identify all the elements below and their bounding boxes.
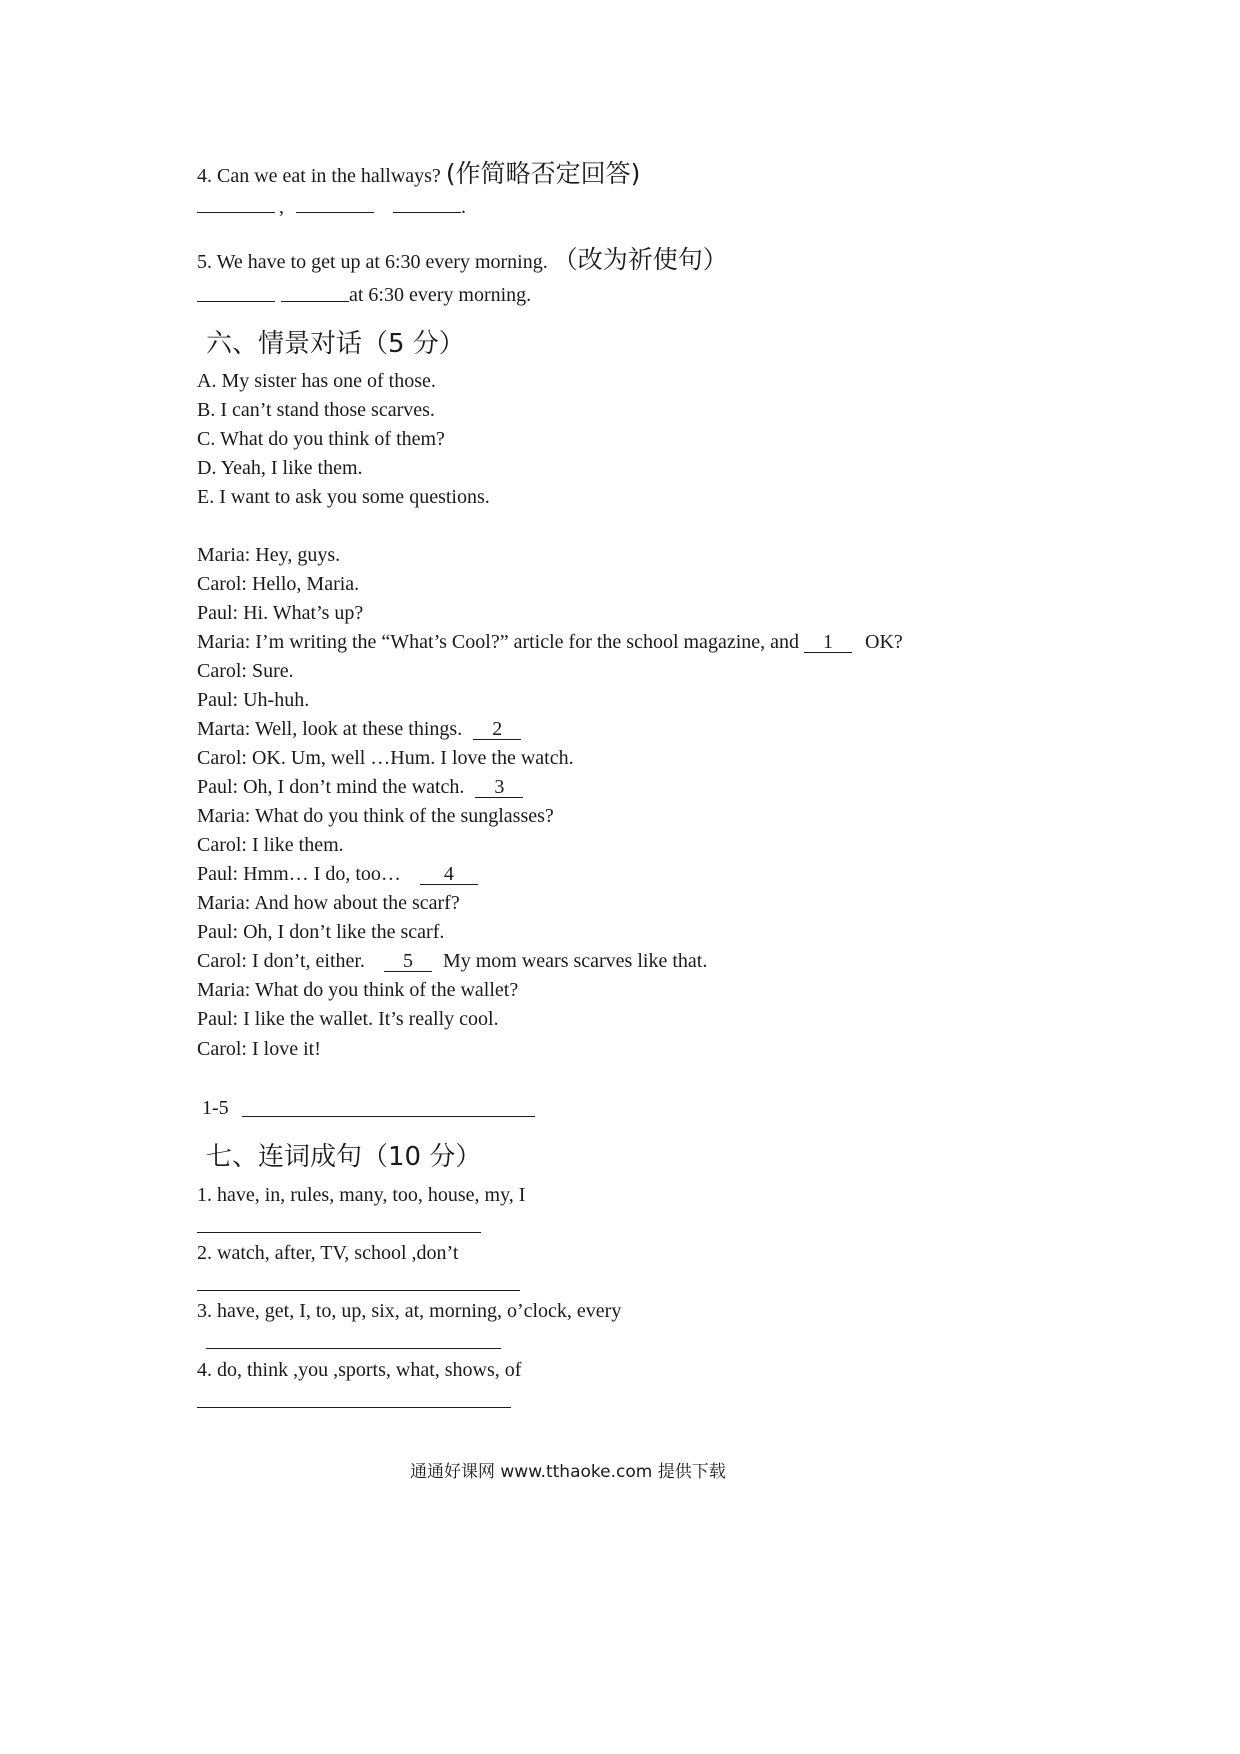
dialogue-line: Paul: Uh-huh. <box>197 689 310 711</box>
sentence-item-2: 2. watch, after, TV, school ,don’t <box>197 1242 459 1264</box>
dialogue-line: Paul: Hi. What’s up? <box>197 602 364 624</box>
question-4-instruction: (作简略否定回答) <box>445 159 641 188</box>
answer-line-1-5[interactable] <box>242 1116 535 1117</box>
question-5-tail: at 6:30 every morning. <box>349 284 532 306</box>
dialogue-line <box>197 863 478 886</box>
answer-line[interactable] <box>206 1348 501 1349</box>
blank-5[interactable]: 5 <box>384 951 432 972</box>
answer-blank[interactable] <box>281 301 349 302</box>
dialogue-line: Maria: What do you think of the sunglasses? <box>197 805 554 827</box>
option-c: C. What do you think of them? <box>197 428 445 450</box>
comma: , <box>279 196 284 218</box>
answer-blank[interactable] <box>393 212 461 213</box>
period: . <box>461 196 466 218</box>
question-4-text: 4. Can we eat in the hallways? <box>197 165 446 187</box>
question-5-text: 5. We have to get up at 6:30 every morning. <box>197 251 553 273</box>
dialogue-text: Marta: Well, look at these things. <box>197 718 463 740</box>
blank-3[interactable]: 3 <box>475 777 523 798</box>
dialogue-line: Carol: I like them. <box>197 834 344 856</box>
dialogue-line: Maria: And how about the scarf? <box>197 892 460 914</box>
dialogue-text: Paul: Oh, I don’t mind the watch. <box>197 776 465 798</box>
question-4 <box>197 154 640 190</box>
footer-source: 通通好课网 www.tthaoke.com 提供下载 <box>410 1462 726 1482</box>
dialogue-line: Paul: Oh, I don’t like the scarf. <box>197 921 445 943</box>
dialogue-line: Paul: I like the wallet. It’s really cool. <box>197 1008 499 1030</box>
answer-line[interactable] <box>197 1407 511 1408</box>
blank-4[interactable]: 4 <box>420 864 478 885</box>
question-5 <box>197 240 728 276</box>
dialogue-line: Maria: Hey, guys. <box>197 544 341 566</box>
dialogue-line: Carol: OK. Um, well …Hum. I love the watch. <box>197 747 574 769</box>
option-d: D. Yeah, I like them. <box>197 457 363 479</box>
dialogue-text: My mom wears scarves like that. <box>442 950 708 972</box>
answer-label: 1-5 <box>202 1097 229 1119</box>
blank-2[interactable]: 2 <box>473 719 521 740</box>
dialogue-line: Carol: I love it! <box>197 1038 321 1060</box>
sentence-item-1: 1. have, in, rules, many, too, house, my, I <box>197 1184 526 1206</box>
blank-1[interactable]: 1 <box>804 632 852 653</box>
section-6-heading: 六、情景对话（5 分） <box>206 329 465 359</box>
sentence-item-4: 4. do, think ,you ,sports, what, shows, of <box>197 1359 522 1381</box>
dialogue-text: OK? <box>865 631 903 653</box>
answer-blank[interactable] <box>197 212 275 213</box>
dialogue-line <box>197 776 523 799</box>
dialogue-line: Maria: What do you think of the wallet? <box>197 979 519 1001</box>
option-e: E. I want to ask you some questions. <box>197 486 490 508</box>
option-a: A. My sister has one of those. <box>197 370 436 392</box>
section-7-heading: 七、连词成句（10 分） <box>206 1142 482 1172</box>
dialogue-line <box>197 950 707 973</box>
dialogue-line <box>197 718 521 741</box>
dialogue-text: Maria: I’m writing the “What’s Cool?” article for the school magazine, and <box>197 631 805 653</box>
dialogue-text: Paul: Hmm… I do, too… <box>197 863 401 885</box>
answer-blank[interactable] <box>197 301 275 302</box>
dialogue-line <box>197 631 903 654</box>
sentence-item-3: 3. have, get, I, to, up, six, at, morning, o’clock, every <box>197 1300 622 1322</box>
dialogue-line: Carol: Sure. <box>197 660 294 682</box>
answer-line[interactable] <box>197 1232 481 1233</box>
dialogue-line: Carol: Hello, Maria. <box>197 573 360 595</box>
option-b: B. I can’t stand those scarves. <box>197 399 435 421</box>
dialogue-text: Carol: I don’t, either. <box>197 950 365 972</box>
answer-blank[interactable] <box>296 212 374 213</box>
question-5-instruction: （改为祈使句） <box>552 245 728 274</box>
answer-line[interactable] <box>197 1290 520 1291</box>
